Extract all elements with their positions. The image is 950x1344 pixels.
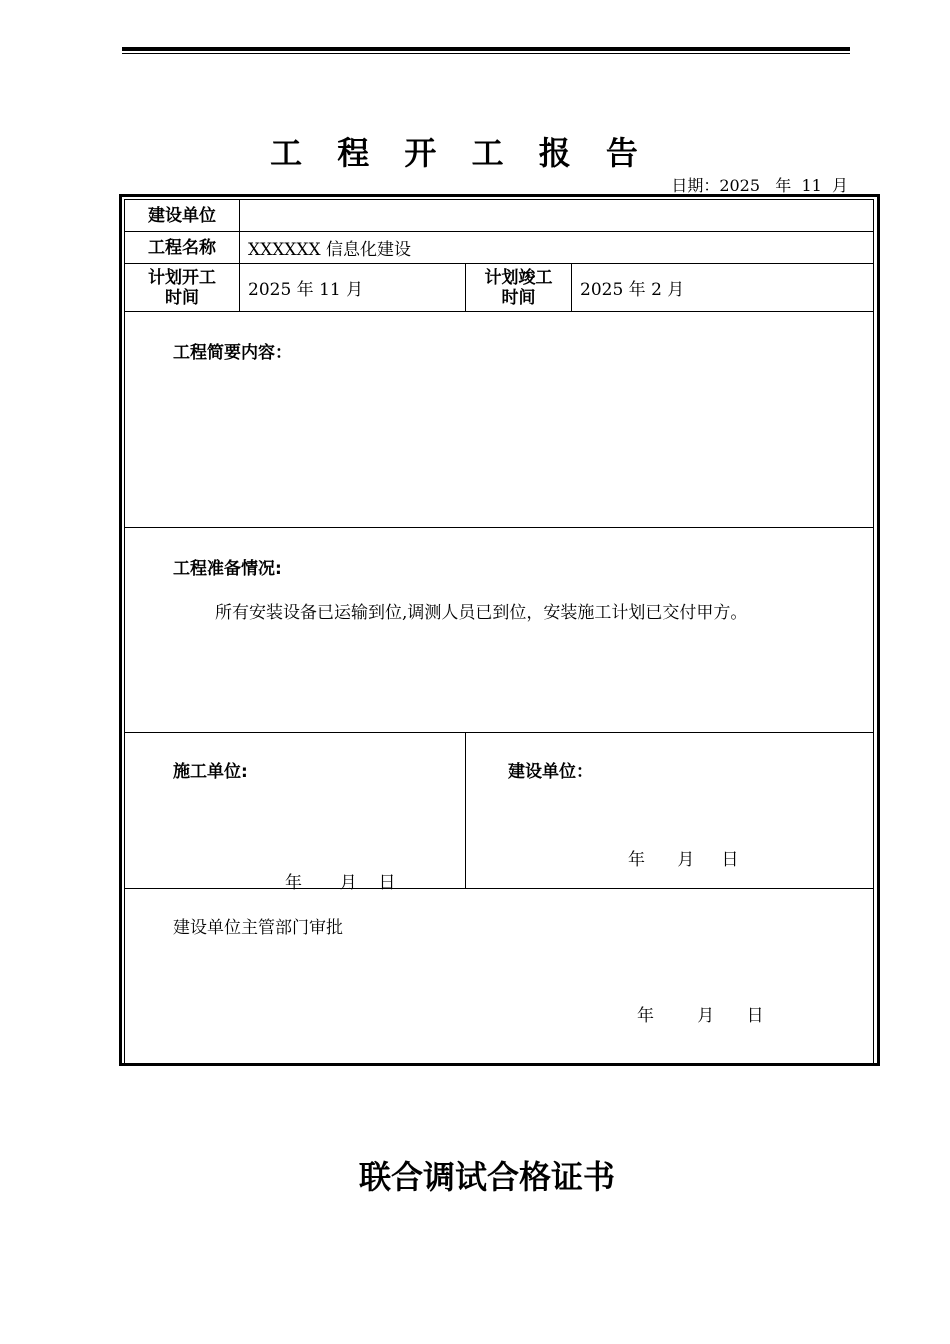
summary-cell[interactable] [125,312,874,528]
preparation-cell[interactable] [125,528,874,733]
plan-end-label-line2: 时间 [501,287,536,308]
plan-start-label-line2: 时间 [165,287,199,308]
project-name-value[interactable]: XXXXXX 信息化建设 [240,232,874,264]
owner-label: 建设单位： [508,762,593,782]
contractor-label: 施工单位: [173,762,248,782]
header-rule-thick [122,47,850,51]
contractor-sign-cell[interactable] [125,733,466,893]
builder-value[interactable] [240,200,874,232]
summary-heading: 工程简要内容： [173,343,292,363]
plan-end-label-line1: 计划竣工 [484,267,553,288]
report-date: 日期：2025 年 11 月 [671,176,848,195]
preparation-text: 所有安装设备已运输到位,调测人员已到位，安装施工计划已交付甲方。 [215,603,748,623]
owner-date: 年 月 日 [628,850,739,870]
approval-label: 建设单位主管部门审批 [173,918,343,938]
page-title: 工 程 开 工 报 告 [270,134,650,172]
approval-date: 年 月 日 [637,1006,764,1026]
certificate-title: 联合调试合格证书 [358,1158,615,1196]
contractor-date: 年 月 日 [285,873,396,893]
header-rule-thin [122,53,850,54]
approval-cell[interactable] [125,889,874,1066]
preparation-heading: 工程准备情况: [173,559,282,579]
builder-label: 建设单位 [125,200,240,232]
project-name-label: 工程名称 [125,232,240,264]
plan-end-value[interactable]: 2025 年 2 月 [572,264,874,312]
plan-start-value[interactable]: 2025 年 11 月 [240,264,466,312]
report-form [124,199,874,1066]
owner-sign-cell[interactable] [466,733,874,889]
plan-start-label-line1: 计划开工 [148,267,216,288]
plan-end-label [466,264,572,312]
plan-start-label [125,264,240,312]
